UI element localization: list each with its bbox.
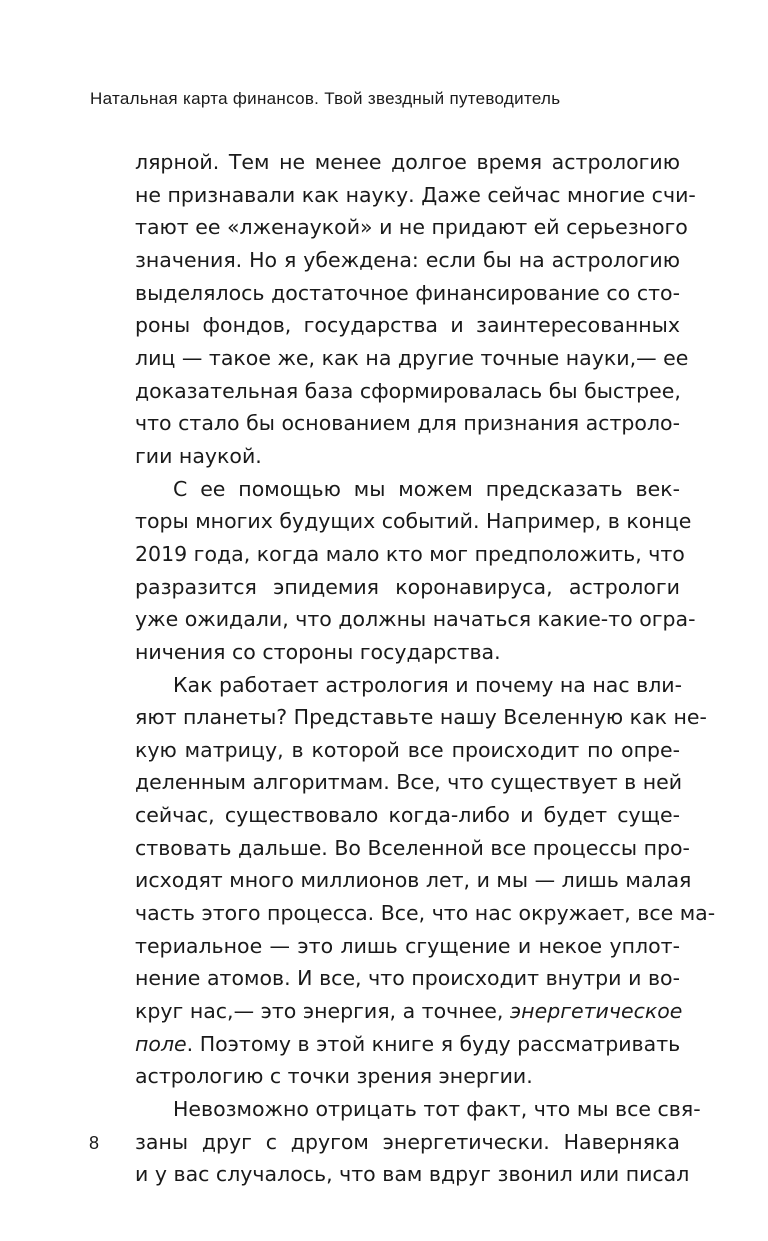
text-line: ничения со стороны государства. [135,639,501,664]
text-line: уже ожидали, что должны начаться какие-то огра- [135,607,696,632]
text-segment: . Поэтому в этой книге я буду рассматривать [186,1031,681,1056]
text-line: и у вас случалось, что вам вдруг звонил или писал [135,1162,690,1187]
text-line: С ее помощью мы можем предсказать век- [173,476,680,501]
text-line: яют планеты? Представьте нашу Вселенную как не- [135,705,707,730]
text-line [135,995,683,1028]
text-line [135,1028,680,1061]
text-line: тают ее «лженаукой» и не придают ей серьезного [135,215,688,240]
text-line: ствовать дальше. Во Вселенной все процессы про- [135,835,690,860]
text-line: деленным алгоритмам. Все, что существует в ней [135,770,683,795]
text-line: сейчас, существовало когда-либо и будет суще- [135,803,680,828]
text-line: лиц — такое же, как на другие точные науки,— ее [135,345,689,370]
text-line: териальное — это лишь сгущение и некое уплот- [135,933,680,958]
text-line: роны фондов, государства и заинтересованных [135,313,680,338]
emphasis-text: энергетическое [509,999,683,1024]
running-header: Натальная карта финансов. Твой звездный путеводитель [90,89,561,108]
text-segment: круг нас,— это энергия, а точнее, [135,999,504,1024]
text-line: разразится эпидемия коронавируса, астрологи [135,574,680,599]
text-line: исходят много миллионов лет, и мы — лишь малая [135,868,692,893]
text-line: значения. Но я убеждена: если бы на астрологию [135,247,680,272]
text-line: Как работает астрология и почему на нас вли- [173,672,683,697]
emphasis-text: поле [135,1031,187,1056]
page-number: 8 [89,1133,100,1153]
text-line: астрологию с точки зрения энергии. [135,1064,533,1089]
text-line: Невозможно отрицать тот факт, что мы все свя- [173,1097,701,1122]
text-line: 2019 года, когда мало кто мог предположить, что [135,541,685,566]
text-line: часть этого процесса. Все, что нас окружает, все ма- [135,901,716,926]
text-line: выделялось достаточное финансирование со сто- [135,280,680,305]
text-line: торы многих будущих событий. Например, в конце [135,509,692,534]
body-text [135,146,716,1191]
text-line: нение атомов. И все, что происходит внутри и во- [135,966,680,991]
text-line: заны друг с другом энергетически. Наверняка [135,1129,680,1154]
text-line: доказательная база сформировалась бы быстрее, [135,378,681,403]
text-line: гии наукой. [135,443,262,468]
text-line: лярной. Тем не менее долгое время астрологию [135,150,680,174]
text-line: что стало бы основанием для признания астроло- [135,411,680,436]
text-line: кую матрицу, в которой все происходит по опре- [135,737,680,762]
text-line: не признавали как науку. Даже сейчас многие счи- [135,182,696,207]
